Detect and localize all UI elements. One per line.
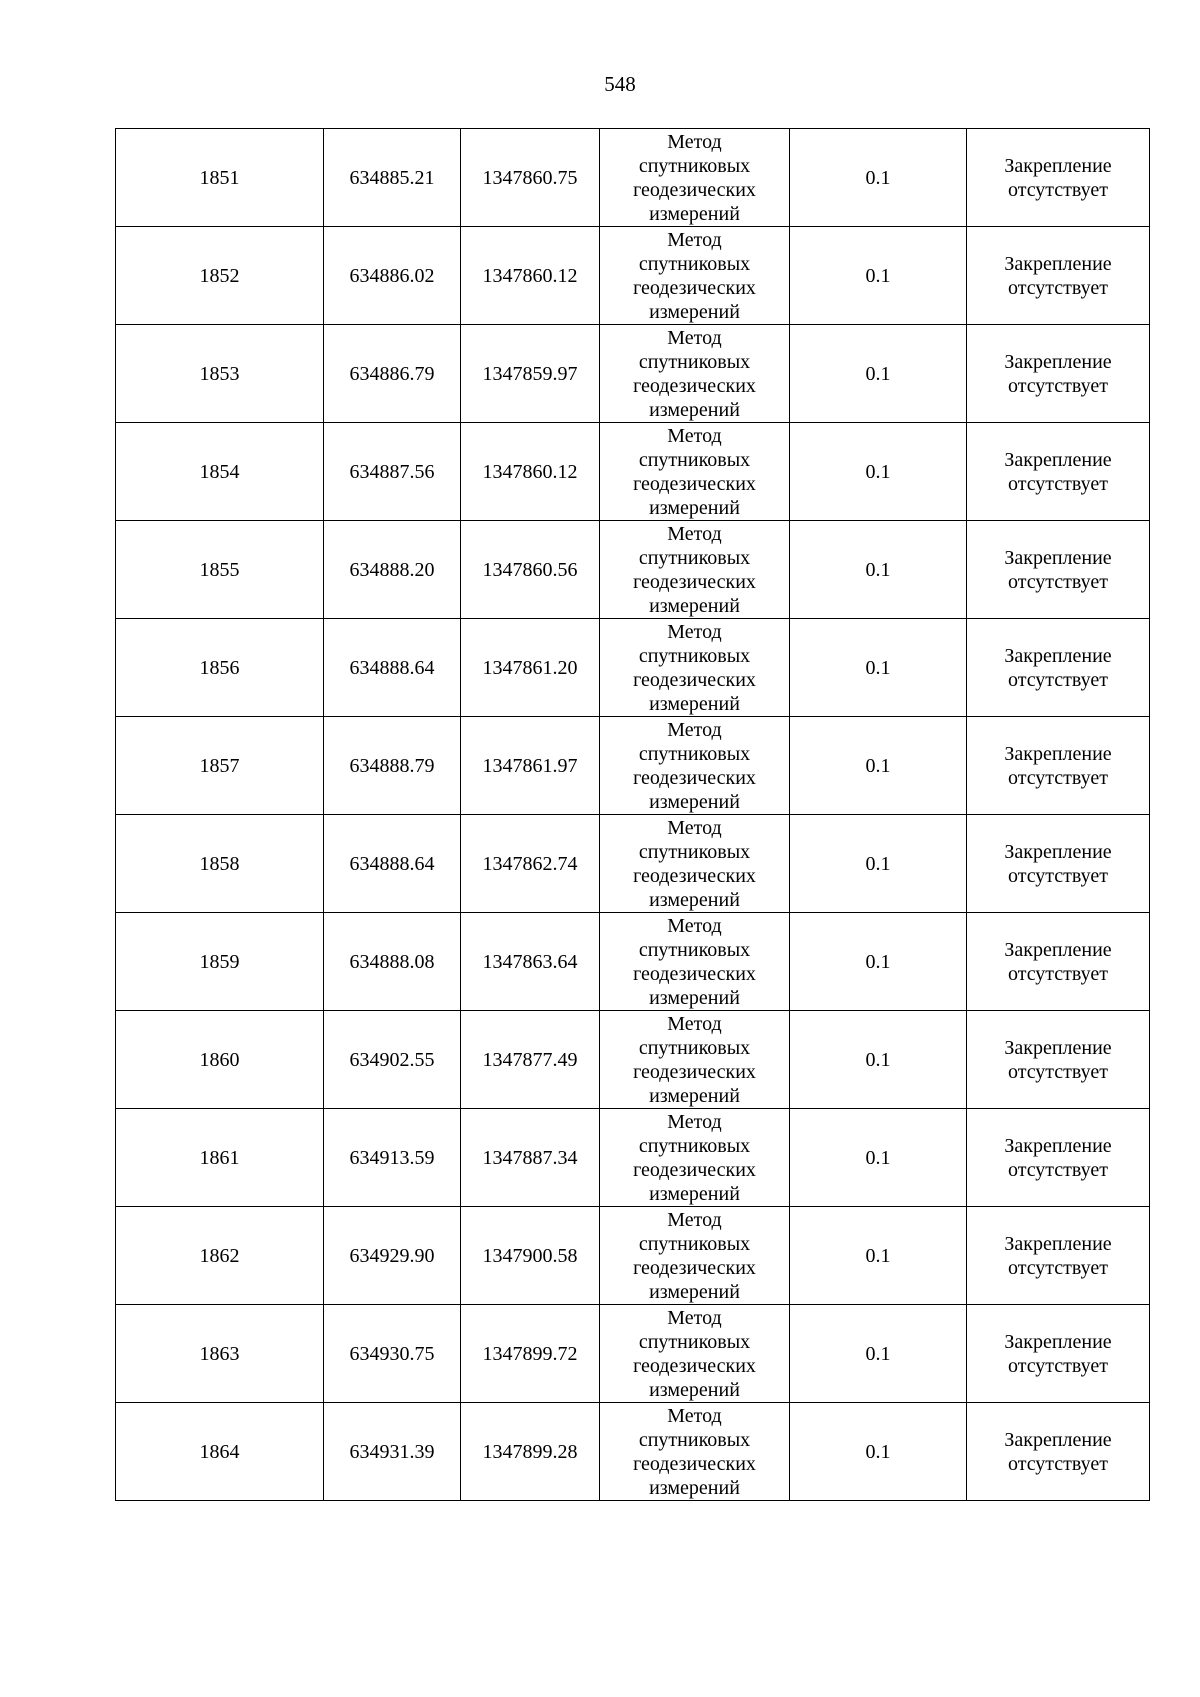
accuracy-cell — [790, 129, 967, 227]
point-number-cell — [116, 129, 324, 227]
method-cell — [600, 1109, 790, 1207]
fixing-cell-text: Закрепление отсутствует — [1004, 546, 1112, 593]
method-cell-text: Метод спутниковых геодезических измерений — [633, 1110, 756, 1205]
fixing-cell — [967, 1305, 1150, 1403]
accuracy-cell-text: 0.1 — [865, 950, 891, 973]
y-coordinate-cell-text: 1347899.72 — [482, 1342, 578, 1365]
accuracy-cell — [790, 1403, 967, 1501]
y-coordinate-cell-text: 1347860.56 — [482, 558, 578, 581]
method-cell — [600, 913, 790, 1011]
method-cell — [600, 717, 790, 815]
accuracy-cell — [790, 1305, 967, 1403]
fixing-cell — [967, 227, 1150, 325]
x-coordinate-cell — [324, 1109, 461, 1207]
table-row — [116, 913, 1150, 1011]
point-number-cell — [116, 423, 324, 521]
accuracy-cell-text: 0.1 — [865, 754, 891, 777]
y-coordinate-cell — [461, 1403, 600, 1501]
accuracy-cell-text: 0.1 — [865, 1048, 891, 1071]
y-coordinate-cell-text: 1347860.12 — [482, 264, 578, 287]
x-coordinate-cell-text: 634886.79 — [349, 362, 435, 385]
y-coordinate-cell — [461, 913, 600, 1011]
accuracy-cell-text: 0.1 — [865, 1244, 891, 1267]
method-cell-text: Метод спутниковых геодезических измерений — [633, 228, 756, 323]
x-coordinate-cell-text: 634902.55 — [349, 1048, 435, 1071]
fixing-cell — [967, 129, 1150, 227]
point-number-cell-text: 1855 — [199, 558, 240, 581]
y-coordinate-cell-text: 1347860.12 — [482, 460, 578, 483]
accuracy-cell — [790, 1207, 967, 1305]
y-coordinate-cell — [461, 129, 600, 227]
x-coordinate-cell-text: 634913.59 — [349, 1146, 435, 1169]
method-cell-text: Метод спутниковых геодезических измерений — [633, 424, 756, 519]
method-cell — [600, 1011, 790, 1109]
method-cell-text: Метод спутниковых геодезических измерений — [633, 1208, 756, 1303]
point-number-cell — [116, 227, 324, 325]
y-coordinate-cell-text: 1347899.28 — [482, 1440, 578, 1463]
accuracy-cell-text: 0.1 — [865, 1342, 891, 1365]
point-number-cell-text: 1862 — [199, 1244, 240, 1267]
x-coordinate-cell-text: 634885.21 — [349, 166, 435, 189]
x-coordinate-cell — [324, 619, 461, 717]
point-number-cell-text: 1852 — [199, 264, 240, 287]
fixing-cell — [967, 423, 1150, 521]
method-cell — [600, 325, 790, 423]
fixing-cell — [967, 521, 1150, 619]
table-row — [116, 1305, 1150, 1403]
x-coordinate-cell-text: 634886.02 — [349, 264, 435, 287]
x-coordinate-cell-text: 634888.08 — [349, 950, 435, 973]
point-number-cell-text: 1859 — [199, 950, 240, 973]
method-cell — [600, 227, 790, 325]
x-coordinate-cell-text: 634888.64 — [349, 656, 435, 679]
fixing-cell-text: Закрепление отсутствует — [1004, 1036, 1112, 1083]
y-coordinate-cell — [461, 1305, 600, 1403]
fixing-cell-text: Закрепление отсутствует — [1004, 350, 1112, 397]
y-coordinate-cell — [461, 1207, 600, 1305]
y-coordinate-cell-text: 1347861.97 — [482, 754, 578, 777]
y-coordinate-cell-text: 1347887.34 — [482, 1146, 578, 1169]
fixing-cell — [967, 1109, 1150, 1207]
point-number-cell-text: 1861 — [199, 1146, 240, 1169]
accuracy-cell-text: 0.1 — [865, 166, 891, 189]
method-cell — [600, 1403, 790, 1501]
table-row — [116, 227, 1150, 325]
table-row — [116, 1207, 1150, 1305]
accuracy-cell — [790, 1011, 967, 1109]
table-row — [116, 423, 1150, 521]
method-cell — [600, 1305, 790, 1403]
method-cell — [600, 129, 790, 227]
accuracy-cell-text: 0.1 — [865, 1440, 891, 1463]
method-cell-text: Метод спутниковых геодезических измерений — [633, 326, 756, 421]
point-number-cell-text: 1860 — [199, 1048, 240, 1071]
accuracy-cell — [790, 717, 967, 815]
fixing-cell-text: Закрепление отсутствует — [1004, 1232, 1112, 1279]
accuracy-cell-text: 0.1 — [865, 264, 891, 287]
y-coordinate-cell — [461, 325, 600, 423]
method-cell-text: Метод спутниковых геодезических измерений — [633, 816, 756, 911]
point-number-cell — [116, 619, 324, 717]
y-coordinate-cell — [461, 1109, 600, 1207]
table-body — [116, 129, 1150, 1501]
x-coordinate-cell-text: 634888.79 — [349, 754, 435, 777]
x-coordinate-cell — [324, 1403, 461, 1501]
fixing-cell-text: Закрепление отсутствует — [1004, 1428, 1112, 1475]
point-number-cell-text: 1854 — [199, 460, 240, 483]
fixing-cell — [967, 1403, 1150, 1501]
y-coordinate-cell — [461, 521, 600, 619]
point-number-cell-text: 1864 — [199, 1440, 240, 1463]
table-row — [116, 1011, 1150, 1109]
method-cell — [600, 815, 790, 913]
y-coordinate-cell — [461, 815, 600, 913]
point-number-cell-text: 1863 — [199, 1342, 240, 1365]
fixing-cell-text: Закрепление отсутствует — [1004, 644, 1112, 691]
x-coordinate-cell — [324, 1305, 461, 1403]
method-cell — [600, 521, 790, 619]
y-coordinate-cell — [461, 619, 600, 717]
x-coordinate-cell-text: 634930.75 — [349, 1342, 435, 1365]
method-cell-text: Метод спутниковых геодезических измерений — [633, 620, 756, 715]
point-number-cell — [116, 815, 324, 913]
method-cell — [600, 423, 790, 521]
method-cell-text: Метод спутниковых геодезических измерений — [633, 1012, 756, 1107]
fixing-cell-text: Закрепление отсутствует — [1004, 1134, 1112, 1181]
fixing-cell-text: Закрепление отсутствует — [1004, 938, 1112, 985]
x-coordinate-cell — [324, 227, 461, 325]
point-number-cell — [116, 1403, 324, 1501]
y-coordinate-cell-text: 1347863.64 — [482, 950, 578, 973]
x-coordinate-cell — [324, 913, 461, 1011]
method-cell-text: Метод спутниковых геодезических измерений — [633, 1306, 756, 1401]
table-row — [116, 619, 1150, 717]
fixing-cell-text: Закрепление отсутствует — [1004, 840, 1112, 887]
fixing-cell — [967, 913, 1150, 1011]
fixing-cell — [967, 1207, 1150, 1305]
accuracy-cell — [790, 1109, 967, 1207]
method-cell-text: Метод спутниковых геодезических измерений — [633, 914, 756, 1009]
y-coordinate-cell-text: 1347860.75 — [482, 166, 578, 189]
accuracy-cell — [790, 815, 967, 913]
point-number-cell-text: 1856 — [199, 656, 240, 679]
x-coordinate-cell — [324, 325, 461, 423]
accuracy-cell — [790, 423, 967, 521]
accuracy-cell-text: 0.1 — [865, 558, 891, 581]
y-coordinate-cell-text: 1347861.20 — [482, 656, 578, 679]
point-number-cell — [116, 1305, 324, 1403]
fixing-cell-text: Закрепление отсутствует — [1004, 1330, 1112, 1377]
accuracy-cell-text: 0.1 — [865, 362, 891, 385]
accuracy-cell — [790, 325, 967, 423]
fixing-cell — [967, 1011, 1150, 1109]
point-number-cell — [116, 1207, 324, 1305]
method-cell-text: Метод спутниковых геодезических измерений — [633, 718, 756, 813]
table-row — [116, 1403, 1150, 1501]
page-number: 548 — [604, 72, 636, 96]
table-row — [116, 129, 1150, 227]
table-row — [116, 815, 1150, 913]
method-cell-text: Метод спутниковых геодезических измерений — [633, 1404, 756, 1499]
point-number-cell — [116, 325, 324, 423]
y-coordinate-cell-text: 1347859.97 — [482, 362, 578, 385]
point-number-cell — [116, 521, 324, 619]
fixing-cell-text: Закрепление отсутствует — [1004, 742, 1112, 789]
fixing-cell-text: Закрепление отсутствует — [1004, 448, 1112, 495]
y-coordinate-cell-text: 1347862.74 — [482, 852, 578, 875]
x-coordinate-cell-text: 634931.39 — [349, 1440, 435, 1463]
fixing-cell — [967, 619, 1150, 717]
table-row — [116, 521, 1150, 619]
accuracy-cell — [790, 619, 967, 717]
method-cell-text: Метод спутниковых геодезических измерений — [633, 130, 756, 225]
x-coordinate-cell — [324, 521, 461, 619]
fixing-cell — [967, 325, 1150, 423]
x-coordinate-cell — [324, 1011, 461, 1109]
point-number-cell — [116, 1011, 324, 1109]
point-number-cell — [116, 717, 324, 815]
fixing-cell — [967, 815, 1150, 913]
table-row — [116, 1109, 1150, 1207]
method-cell — [600, 619, 790, 717]
accuracy-cell — [790, 913, 967, 1011]
coordinates-table — [115, 128, 1150, 1501]
accuracy-cell-text: 0.1 — [865, 852, 891, 875]
x-coordinate-cell — [324, 129, 461, 227]
x-coordinate-cell-text: 634929.90 — [349, 1244, 435, 1267]
fixing-cell — [967, 717, 1150, 815]
x-coordinate-cell — [324, 1207, 461, 1305]
accuracy-cell-text: 0.1 — [865, 656, 891, 679]
x-coordinate-cell-text: 634888.20 — [349, 558, 435, 581]
table-row — [116, 717, 1150, 815]
x-coordinate-cell-text: 634887.56 — [349, 460, 435, 483]
x-coordinate-cell — [324, 717, 461, 815]
y-coordinate-cell-text: 1347877.49 — [482, 1048, 578, 1071]
y-coordinate-cell — [461, 423, 600, 521]
point-number-cell-text: 1858 — [199, 852, 240, 875]
y-coordinate-cell — [461, 1011, 600, 1109]
x-coordinate-cell — [324, 815, 461, 913]
table-row — [116, 325, 1150, 423]
accuracy-cell — [790, 227, 967, 325]
point-number-cell — [116, 1109, 324, 1207]
x-coordinate-cell — [324, 423, 461, 521]
y-coordinate-cell — [461, 227, 600, 325]
accuracy-cell-text: 0.1 — [865, 460, 891, 483]
fixing-cell-text: Закрепление отсутствует — [1004, 154, 1112, 201]
y-coordinate-cell — [461, 717, 600, 815]
y-coordinate-cell-text: 1347900.58 — [482, 1244, 578, 1267]
accuracy-cell — [790, 521, 967, 619]
method-cell-text: Метод спутниковых геодезических измерений — [633, 522, 756, 617]
accuracy-cell-text: 0.1 — [865, 1146, 891, 1169]
fixing-cell-text: Закрепление отсутствует — [1004, 252, 1112, 299]
point-number-cell-text: 1857 — [199, 754, 240, 777]
point-number-cell-text: 1853 — [199, 362, 240, 385]
point-number-cell-text: 1851 — [199, 166, 240, 189]
method-cell — [600, 1207, 790, 1305]
point-number-cell — [116, 913, 324, 1011]
x-coordinate-cell-text: 634888.64 — [349, 852, 435, 875]
